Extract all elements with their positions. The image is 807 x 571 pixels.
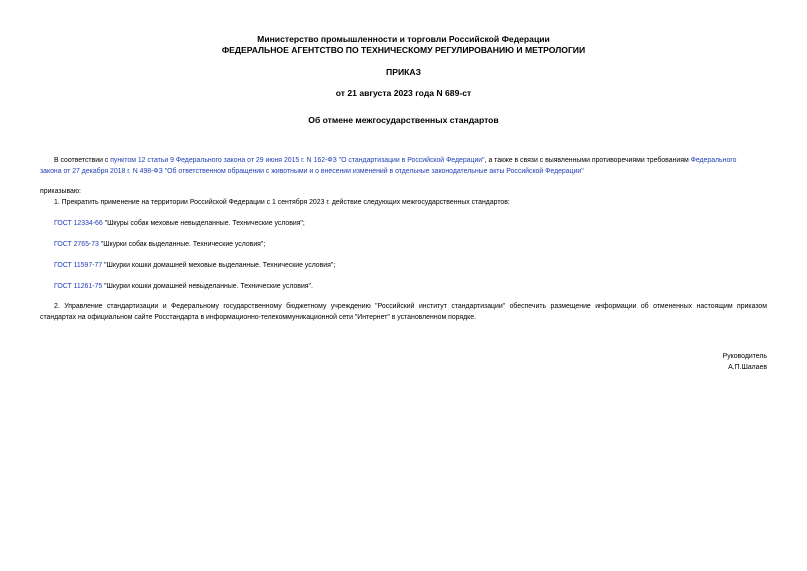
standard-link[interactable]: ГОСТ 11597-77 xyxy=(54,262,103,269)
standard-title: "Шкурки кошки домашней невыделанные. Технические условия". xyxy=(102,283,313,290)
standard-link[interactable]: ГОСТ 12334-66 xyxy=(54,220,103,227)
standard-item xyxy=(54,239,265,250)
standard-item xyxy=(54,260,335,271)
standard-title: "Шкурки собак выделанные. Технические условия"; xyxy=(98,241,266,248)
preamble-line-1 xyxy=(54,155,736,166)
document-type: ПРИКАЗ xyxy=(386,67,421,77)
agency-name: ФЕДЕРАЛЬНОЕ АГЕНТСТВО ПО ТЕХНИЧЕСКОМУ РЕГУЛИРОВАНИЮ И МЕТРОЛОГИИ xyxy=(221,45,586,55)
standard-item xyxy=(54,218,305,229)
order-word: приказываю: xyxy=(40,188,81,195)
item-2-line-1: 2. Управление стандартизации и Федеральному государственному бюджетному учреждению "Российский институт стандартизации" обеспечить размещение информации об отмененных настоящим приказом xyxy=(54,303,767,310)
item-2-line-2: стандартах на официальном сайте Росстандарта в информационно-телекоммуникационной сети "Интернет" в установленном порядке. xyxy=(40,314,477,321)
document-title: Об отмене межгосударственных стандартов xyxy=(308,115,499,125)
preamble-text-1: В соответствии с xyxy=(54,157,111,164)
federal-law-498-link-part1[interactable]: Федерального xyxy=(690,157,737,164)
standard-title: "Шкурки кошки домашней меховые выделанные. Технические условия"; xyxy=(102,262,336,269)
standard-link[interactable]: ГОСТ 2765-73 xyxy=(54,241,99,248)
standard-title: "Шкуры собак меховые невыделанные. Технические условия"; xyxy=(102,220,305,227)
federal-law-498-link-part2[interactable]: закона от 27 декабря 2018 г. N 498-ФЗ "Об ответственном обращении с животными и о внесении изменений в отдельные законодательные акты Российской Федерации" xyxy=(40,168,584,175)
standard-link[interactable]: ГОСТ 11261-75 xyxy=(54,283,103,290)
ministry-name: Министерство промышленности и торговли Российской Федерации xyxy=(257,34,550,44)
standard-item xyxy=(54,281,313,292)
signature-name: А.П.Шалаев xyxy=(728,364,767,371)
federal-law-162-link[interactable]: пунктом 12 статьи 9 Федерального закона от 29 июня 2015 г. N 162-ФЗ "О стандартизации в Российской Федерации" xyxy=(110,157,485,164)
preamble-line-2 xyxy=(40,166,584,177)
document-date: от 21 августа 2023 года N 689-ст xyxy=(335,88,472,98)
item-1: 1. Прекратить применение на территории Российской Федерации с 1 сентября 2023 г. действие следующих межгосударственных стандартов: xyxy=(54,199,510,206)
preamble-text-2: , а также в связи с выявленными противоречиями требованиям xyxy=(484,157,691,164)
signature-role: Руководитель xyxy=(722,353,767,360)
